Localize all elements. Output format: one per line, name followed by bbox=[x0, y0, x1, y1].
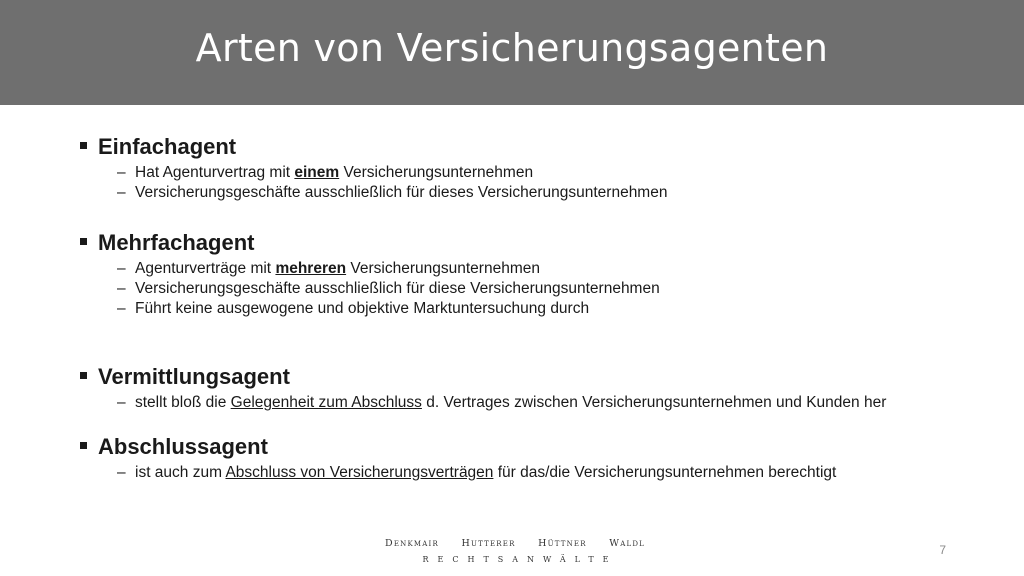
item-text: Versicherungsunternehmen bbox=[339, 164, 534, 181]
square-bullet-icon bbox=[80, 142, 87, 149]
section-mehrfachagent bbox=[80, 229, 960, 317]
dash-bullet-icon: – bbox=[117, 184, 126, 201]
list-item bbox=[80, 165, 960, 181]
dash-bullet-icon: – bbox=[117, 300, 126, 317]
title-bar bbox=[0, 0, 1024, 105]
square-bullet-icon bbox=[80, 372, 87, 379]
heading-text: Vermittlungsagent bbox=[98, 364, 290, 389]
section-heading bbox=[80, 229, 960, 257]
firm-name: Hutterer bbox=[461, 538, 516, 549]
firm-tagline: RECHTSANWÄLTE bbox=[422, 555, 618, 564]
item-text: Versicherungsgeschäfte ausschließlich für dieses Versicherungsunternehmen bbox=[135, 184, 668, 201]
section-einfachagent bbox=[80, 133, 960, 201]
item-text: Agenturverträge mit bbox=[135, 260, 276, 277]
firm-logo bbox=[385, 538, 645, 564]
dash-bullet-icon: – bbox=[117, 394, 126, 411]
heading-text: Mehrfachagent bbox=[98, 230, 255, 255]
item-text: ist auch zum bbox=[135, 464, 226, 481]
item-text: für das/die Versicherungsunternehmen berechtigt bbox=[493, 464, 837, 481]
item-text: Versicherungsunternehmen bbox=[346, 260, 540, 277]
heading-text: Abschlussagent bbox=[98, 434, 268, 459]
heading-text: Einfachagent bbox=[98, 134, 237, 159]
slide-title: Arten von Versicherungsagenten bbox=[195, 26, 829, 70]
dash-bullet-icon: – bbox=[117, 164, 126, 181]
section-abschlussagent bbox=[80, 433, 960, 481]
dash-bullet-icon: – bbox=[117, 464, 126, 481]
item-emphasis: einem bbox=[294, 164, 340, 181]
slide-content bbox=[80, 133, 960, 481]
section-heading bbox=[80, 133, 960, 161]
firm-name: Hüttner bbox=[538, 538, 587, 549]
section-heading bbox=[80, 363, 960, 391]
item-emphasis: Abschluss von Versicherungsverträgen bbox=[225, 464, 494, 481]
item-emphasis: Gelegenheit zum Abschluss bbox=[230, 394, 422, 411]
section-heading bbox=[80, 433, 960, 461]
firm-names bbox=[385, 538, 645, 549]
page-number: 7 bbox=[939, 543, 946, 557]
square-bullet-icon bbox=[80, 238, 87, 245]
dash-bullet-icon: – bbox=[117, 280, 126, 297]
item-text: Führt keine ausgewogene und objektive Marktuntersuchung durch bbox=[135, 300, 590, 317]
item-emphasis: mehreren bbox=[275, 260, 347, 277]
section-vermittlungsagent bbox=[80, 363, 960, 411]
item-text: stellt bloß die bbox=[135, 394, 231, 411]
firm-name: Denkmair bbox=[385, 538, 439, 549]
firm-name: Waldl bbox=[609, 538, 645, 549]
dash-bullet-icon: – bbox=[117, 260, 126, 277]
list-item bbox=[80, 301, 960, 317]
list-item bbox=[80, 465, 960, 481]
square-bullet-icon bbox=[80, 442, 87, 449]
list-item bbox=[80, 261, 960, 277]
item-text: Versicherungsgeschäfte ausschließlich für diese Versicherungsunternehmen bbox=[135, 280, 660, 297]
item-text: Hat Agenturvertrag mit bbox=[135, 164, 295, 181]
list-item bbox=[80, 395, 960, 411]
item-text: d. Vertrages zwischen Versicherungsunternehmen und Kunden her bbox=[421, 394, 887, 411]
list-item bbox=[80, 185, 960, 201]
list-item bbox=[80, 281, 960, 297]
